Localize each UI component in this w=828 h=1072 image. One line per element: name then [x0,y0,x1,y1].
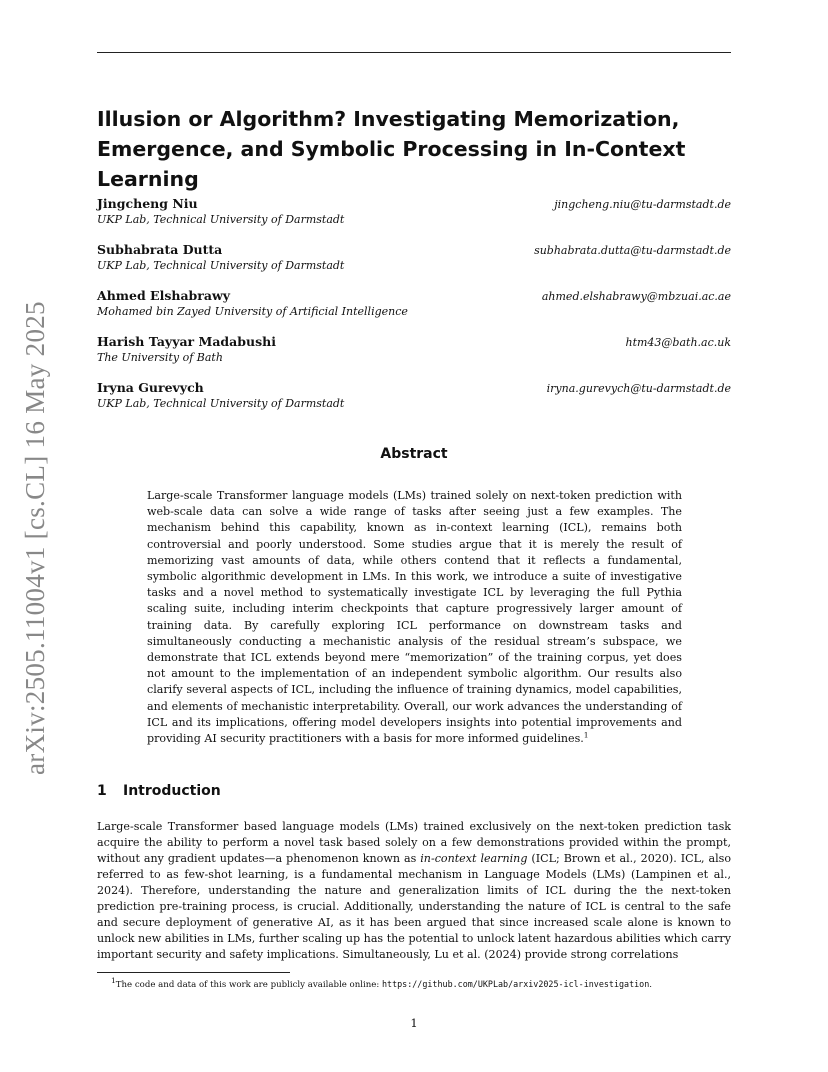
author-block [97,334,731,380]
footnote-text: The code and data of this work are publicly available online: [115,980,383,990]
footnote [97,978,737,991]
intro-emphasis: in-context learning [420,852,528,865]
intro-text: Large-scale Transformer based language models (LMs) trained exclusively on the next-token prediction task acquire the ability to perform a novel task based solely on a few demonstrations provided within the prompt, without any gradient updates—a phenomenon known as [97,820,731,865]
author-email[interactable]: iryna.gurevych@tu-darmstadt.de [546,382,731,395]
author-block [97,288,731,334]
footnote-rule [97,972,290,973]
author-affiliation: UKP Lab, Technical University of Darmstadt [97,213,345,226]
section-number: 1 [97,783,107,799]
paper-title: Illusion or Algorithm? Investigating Memorization, Emergence, and Symbolic Processing in In-Context Learning [97,107,686,191]
author-email[interactable]: jingcheng.niu@tu-darmstadt.de [554,198,731,211]
top-rule [97,52,731,53]
author-block [97,242,731,288]
abstract-text: Large-scale Transformer language models (LMs) trained solely on next-token prediction with web-scale data can solve a wide range of tasks after seeing just a few examples. The mechanism behind this capability, known as in-context learning (ICL), remains both controversial and poorly understood. Some studies argue that it is merely the result of memorizing vast amounts of data, while others contend that it reflects a fundamental, symbolic algorithmic development in LMs. In this work, we introduce a suite of investigative tasks and a novel method to systematically investigate ICL by leveraging the full Pythia scaling suite, including interim checkpoints that capture progressively larger amount of training data. By carefully exploring ICL performance on downstream tasks and simultaneously conducting a mechanistic analysis of the residual stream’s subspace, we demonstrate that ICL extends beyond mere “memorization” of the training corpus, yet does not amount to the implementation of an independent symbolic algorithm. Our results also clarify several aspects of ICL, including the influence of training dynamics, model capabilities, and elements of mechanistic interpretability. Overall, our work advances the understanding of ICL and its implications, offering model developers insights into potential improvements and providing AI security practitioners with a basis for more informed guidelines. [147,489,682,746]
author-name: Ahmed Elshabrawy [97,288,231,303]
arxiv-identifier: arXiv:2505.11004v1 [cs.CL] 16 May 2025 [20,301,50,775]
page-number: 1 [410,1016,418,1030]
abstract-heading: Abstract [380,446,448,462]
author-affiliation: Mohamed bin Zayed University of Artificial Intelligence [97,305,408,318]
section-heading [97,783,221,799]
section-title: Introduction [123,783,221,799]
author-name: Subhabrata Dutta [97,242,223,257]
author-list [97,196,731,426]
author-block [97,196,731,242]
footnote-number: 1 [111,976,116,986]
author-block [97,380,731,426]
abstract-body [147,488,682,747]
author-name: Jingcheng Niu [97,196,198,211]
footnote-marker[interactable]: 1 [583,730,589,740]
author-email[interactable]: htm43@bath.ac.uk [625,336,731,349]
author-name: Iryna Gurevych [97,380,204,395]
author-affiliation: The University of Bath [97,351,223,364]
author-name: Harish Tayyar Madabushi [97,334,276,349]
footnote-end: . [649,980,652,990]
footnote-url-link[interactable]: https://github.com/UKPLab/arxiv2025-icl-investigation [382,979,650,989]
introduction-paragraph [97,819,731,963]
intro-text-continued: (ICL; Brown et al., 2020). ICL, also referred to as few-shot learning, is a fundamental mechanism in Language Models (LMs) (Lampinen et al., 2024). Therefore, understanding the nature and generalization limits of ICL during the the next-token prediction pre-training process, is crucial. Additionally, understanding the nature of ICL is central to the safe and secure deployment of generative AI, as it has been argued that since increased scale alone is known to unlock new abilities in LMs, further scaling up has the potential to unlock latent hazardous abilities which carry important security and safety implications. Simultaneously, Lu et al. (2024) provide strong correlations [97,852,732,961]
author-email[interactable]: ahmed.elshabrawy@mbzuai.ac.ae [541,290,731,303]
author-affiliation: UKP Lab, Technical University of Darmstadt [97,259,345,272]
author-affiliation: UKP Lab, Technical University of Darmstadt [97,397,345,410]
author-email[interactable]: subhabrata.dutta@tu-darmstadt.de [534,244,731,257]
